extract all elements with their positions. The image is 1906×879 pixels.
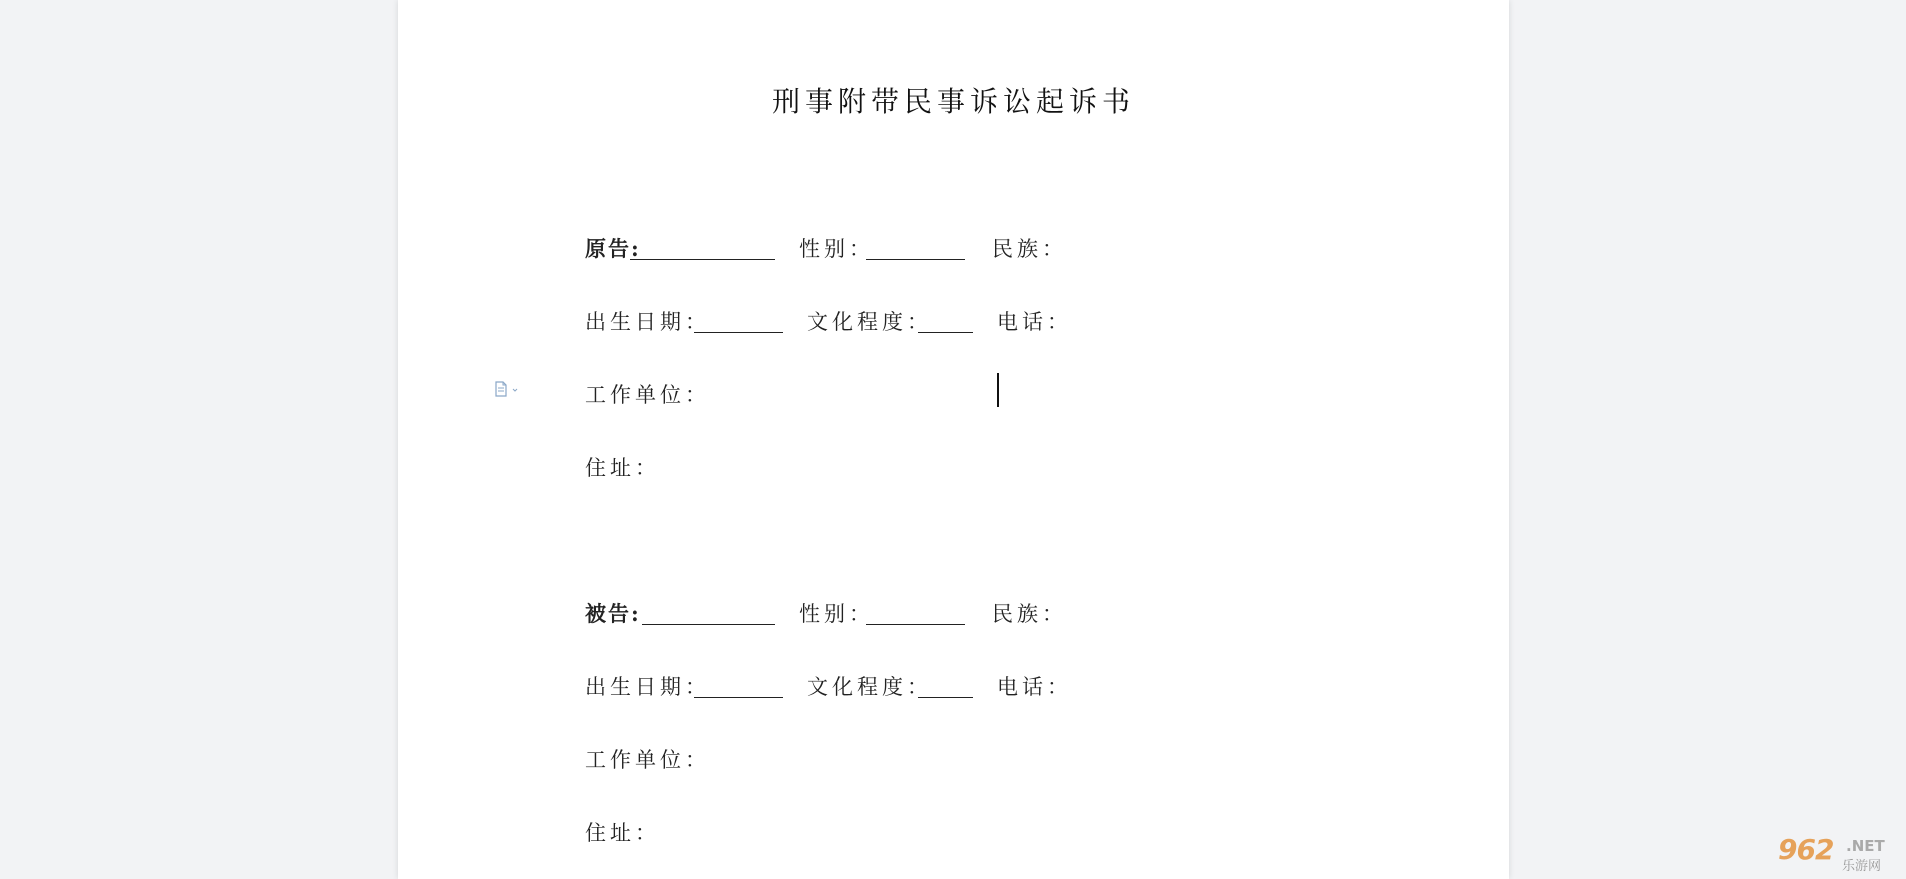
plaintiff-gender-blank[interactable] bbox=[866, 233, 965, 260]
plaintiff-gender-label: 性别： bbox=[799, 237, 874, 261]
document-title: 刑事附带民事诉讼起诉书 bbox=[771, 85, 1135, 118]
plaintiff-address-label: 住址： bbox=[585, 456, 660, 480]
defendant-address-label: 住址： bbox=[585, 821, 660, 845]
plaintiff-education-label: 文化程度： bbox=[807, 310, 932, 334]
plaintiff-birth-label: 出生日期： bbox=[585, 310, 710, 334]
watermark-suffix: .NET bbox=[1846, 837, 1885, 855]
plaintiff-label: 原告: bbox=[585, 236, 641, 261]
plaintiff-phone-label: 电话： bbox=[997, 310, 1072, 334]
defendant-education-label: 文化程度： bbox=[807, 675, 932, 699]
plaintiff-birth-blank[interactable] bbox=[694, 306, 783, 333]
document-icon[interactable] bbox=[494, 381, 522, 397]
plaintiff-employer-label: 工作单位： bbox=[585, 383, 710, 407]
defendant-name-blank[interactable] bbox=[642, 598, 775, 625]
defendant-ethnicity-label: 民族： bbox=[992, 602, 1067, 626]
plaintiff-education-blank[interactable] bbox=[918, 306, 973, 333]
defendant-birth-label: 出生日期： bbox=[585, 675, 710, 699]
plaintiff-ethnicity-label: 民族： bbox=[992, 237, 1067, 261]
defendant-gender-label: 性别： bbox=[799, 602, 874, 626]
watermark-logo bbox=[1768, 833, 1898, 873]
defendant-gender-blank[interactable] bbox=[866, 598, 965, 625]
plaintiff-name-blank[interactable] bbox=[630, 233, 775, 260]
defendant-phone-label: 电话： bbox=[997, 675, 1072, 699]
document-page bbox=[398, 0, 1509, 879]
text-cursor bbox=[997, 373, 999, 407]
defendant-label: 被告: bbox=[585, 601, 641, 626]
defendant-birth-blank[interactable] bbox=[694, 671, 783, 698]
defendant-employer-label: 工作单位： bbox=[585, 748, 710, 772]
watermark-subtitle: 乐游网 bbox=[1842, 859, 1882, 874]
defendant-education-blank[interactable] bbox=[918, 671, 973, 698]
watermark-number: 962 bbox=[1778, 833, 1834, 866]
